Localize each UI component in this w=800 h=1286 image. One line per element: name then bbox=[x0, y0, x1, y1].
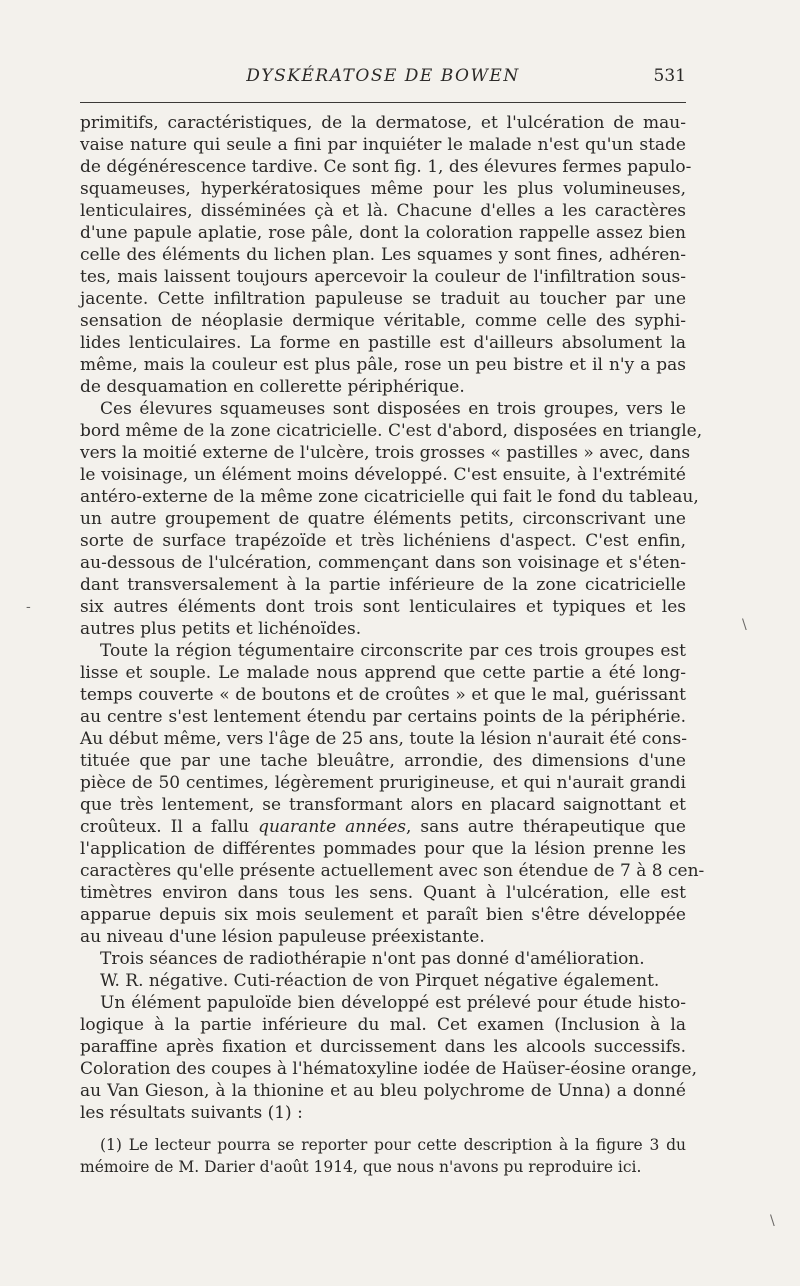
text-line: caractères qu'elle présente actuellement avec son étendue de 7 à 8 cen- bbox=[80, 861, 705, 881]
margin-speck: \ bbox=[742, 617, 747, 633]
text-line: paraffine après fixation et durcissement dans les alcools successifs. bbox=[80, 1037, 686, 1057]
page-number: 531 bbox=[653, 66, 686, 86]
text-line: celle des éléments du lichen plan. Les squames y sont fines, adhéren- bbox=[80, 245, 686, 265]
body-text bbox=[80, 112, 705, 1124]
text-line: temps couverte « de boutons et de croûtes » et que le mal, guérissant bbox=[80, 685, 686, 705]
text-line: sorte de surface trapézoïde et très lichéniens d'aspect. C'est enfin, bbox=[80, 531, 686, 551]
footnote bbox=[80, 1134, 686, 1178]
text-line: un autre groupement de quatre éléments petits, circonscrivant une bbox=[80, 509, 686, 529]
text-line: au niveau d'une lésion papuleuse préexistante. bbox=[80, 927, 485, 947]
text-line: les résultats suivants (1) : bbox=[80, 1103, 303, 1123]
text-line: vaise nature qui seule a fini par inquiéter le malade n'est qu'un stade bbox=[80, 135, 686, 155]
text-line: sensation de néoplasie dermique véritable, comme celle des syphi- bbox=[80, 311, 686, 331]
text-line: de desquamation en collerette périphérique. bbox=[80, 377, 465, 397]
text-segment: , sans autre thérapeutique que bbox=[406, 817, 686, 837]
text-line: antéro-externe de la même zone cicatricielle qui fait le fond du tableau, bbox=[80, 487, 699, 507]
text-line: bord même de la zone cicatricielle. C'est d'abord, disposées en triangle, bbox=[80, 421, 703, 441]
header-rule bbox=[80, 102, 686, 103]
text-line: au-dessous de l'ulcération, commençant dans son voisinage et s'éten- bbox=[80, 553, 686, 573]
text-line: jacente. Cette infiltration papuleuse se traduit au toucher par une bbox=[80, 289, 686, 309]
text-line: tituée que par une tache bleuâtre, arrondie, des dimensions d'une bbox=[80, 751, 686, 771]
text-line: même, mais la couleur est plus pâle, rose un peu bistre et il n'y a pas bbox=[80, 355, 686, 375]
text-line-with-italic bbox=[80, 816, 686, 838]
paragraph-start-line: Un élément papuloïde bien développé est prélevé pour étude histo- bbox=[100, 993, 686, 1013]
text-line: logique à la partie inférieure du mal. Cet examen (Inclusion à la bbox=[80, 1015, 686, 1035]
text-line: primitifs, caractéristiques, de la dermatose, et l'ulcération de mau- bbox=[80, 113, 686, 133]
paragraph-start-line: Ces élevures squameuses sont disposées en trois groupes, vers le bbox=[100, 399, 686, 419]
italic-phrase: quarante années bbox=[258, 817, 407, 837]
margin-speck: - bbox=[26, 599, 31, 615]
text-line: dant transversalement à la partie inférieure de la zone cicatricielle bbox=[80, 575, 686, 595]
text-segment: croûteux. Il a fallu bbox=[80, 817, 259, 837]
margin-speck: \ bbox=[770, 1213, 775, 1229]
text-line: le voisinage, un élément moins développé. C'est ensuite, à l'extrémité bbox=[80, 465, 686, 485]
text-line: lisse et souple. Le malade nous apprend que cette partie a été long- bbox=[80, 663, 686, 683]
text-line: vers la moitié externe de l'ulcère, trois grosses « pastilles » avec, dans bbox=[80, 443, 691, 463]
text-line: lenticulaires, disséminées çà et là. Chacune d'elles a les caractères bbox=[80, 201, 686, 221]
text-line: pièce de 50 centimes, légèrement prurigineuse, et qui n'aurait grandi bbox=[80, 773, 686, 793]
paragraph-start-line: W. R. négative. Cuti-réaction de von Pirquet négative également. bbox=[100, 971, 660, 991]
text-line: timètres environ dans tous les sens. Quant à l'ulcération, elle est bbox=[80, 883, 686, 903]
text-line: au centre s'est lentement étendu par certains points de la périphérie. bbox=[80, 707, 686, 727]
text-line: au Van Gieson, à la thionine et au bleu polychrome de Unna) a donné bbox=[80, 1081, 686, 1101]
text-line: lides lenticulaires. La forme en pastille est d'ailleurs absolument la bbox=[80, 333, 686, 353]
paragraph-start-line: Trois séances de radiothérapie n'ont pas donné d'amélioration. bbox=[100, 949, 645, 969]
text-line: de dégénérescence tardive. Ce sont fig. 1, des élevures fermes papulo- bbox=[80, 157, 692, 177]
text-line: tes, mais laissent toujours apercevoir la couleur de l'infiltration sous- bbox=[80, 267, 686, 287]
text-line: d'une papule aplatie, rose pâle, dont la coloration rappelle assez bien bbox=[80, 223, 686, 243]
text-line: l'application de différentes pommades pour que la lésion prenne les bbox=[80, 839, 686, 859]
footnote-line: mémoire de M. Darier d'août 1914, que nous n'avons pu reproduire ici. bbox=[80, 1158, 642, 1176]
footnote-line: (1) Le lecteur pourra se reporter pour cette description à la figure 3 du bbox=[100, 1136, 686, 1154]
text-line: autres plus petits et lichénoïdes. bbox=[80, 619, 362, 639]
paragraph-start-line: Toute la région tégumentaire circonscrite par ces trois groupes est bbox=[100, 641, 686, 661]
running-title: DYSKÉRATOSE DE BOWEN bbox=[246, 66, 520, 86]
text-line: apparue depuis six mois seulement et paraît bien s'être développée bbox=[80, 905, 686, 925]
text-line: squameuses, hyperkératosiques même pour les plus volumineuses, bbox=[80, 179, 686, 199]
text-line: Au début même, vers l'âge de 25 ans, toute la lésion n'aurait été cons- bbox=[80, 729, 688, 749]
text-line: que très lentement, se transformant alors en placard saignottant et bbox=[80, 795, 686, 815]
text-line: six autres éléments dont trois sont lenticulaires et typiques et les bbox=[80, 597, 686, 617]
page-header bbox=[80, 66, 686, 92]
text-line: Coloration des coupes à l'hématoxyline iodée de Haüser-éosine orange, bbox=[80, 1059, 697, 1079]
